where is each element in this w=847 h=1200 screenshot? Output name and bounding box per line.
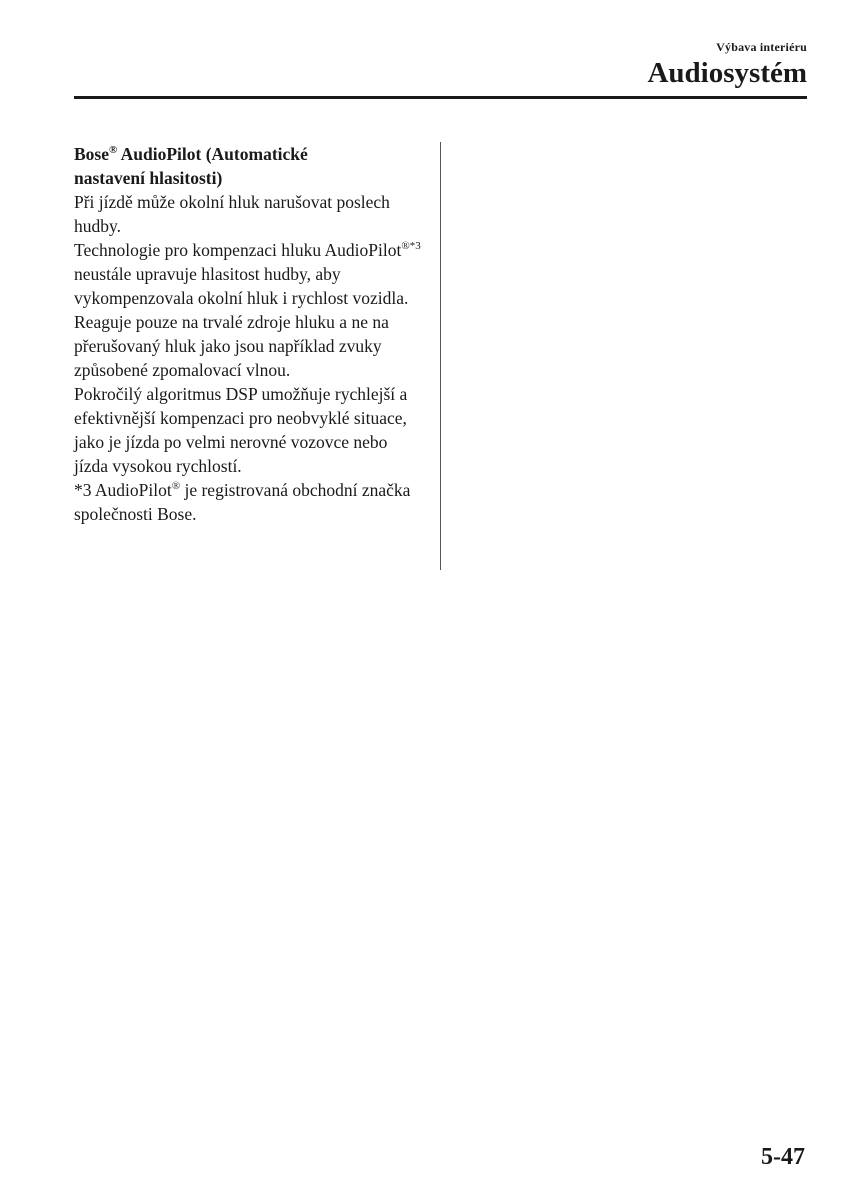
heading-line1: AudioPilot (Automatické <box>117 144 308 164</box>
page-title: Audiosystém <box>647 57 807 89</box>
header-rule <box>74 96 807 99</box>
paragraph-2-end: neustále upravuje hlasitost hudby, aby vykompenzovala okolní hluk i rychlost vozidla. <box>74 264 409 308</box>
text-column <box>74 142 424 526</box>
footnote-start: *3 AudioPilot <box>74 480 172 500</box>
paragraph-2-start: Technologie pro kompenzaci hluku AudioPilot <box>74 240 402 260</box>
paragraph-2 <box>74 238 424 310</box>
paragraph-1: Při jízdě může okolní hluk narušovat poslech hudby. <box>74 192 390 236</box>
page-number: 5-47 <box>761 1144 805 1170</box>
footnote-end: je registrovaná obchodní značka společnosti Bose. <box>74 480 411 524</box>
paragraph-3: Reaguje pouze na trvalé zdroje hluku a ne na přerušovaný hluk jako jsou například zvuky způsobené zpomalovací vlnou. <box>74 312 389 380</box>
section-heading <box>74 142 424 190</box>
section-label: Výbava interiéru <box>716 40 807 54</box>
paragraph-4: Pokročilý algoritmus DSP umožňuje rychlejší a efektivnější kompenzaci pro neobvyklé situace, jako je jízda po velmi nerovné vozovce nebo jízda vysokou rychlostí. <box>74 384 408 476</box>
footnote <box>74 478 424 526</box>
column-divider <box>440 142 441 570</box>
paragraph-2-superscript: ®*3 <box>401 240 421 253</box>
heading-registered-mark: ® <box>109 144 118 157</box>
heading-line2: nastavení hlasitosti) <box>74 168 223 188</box>
heading-brand: Bose <box>74 144 109 164</box>
footnote-registered-mark: ® <box>171 480 181 493</box>
